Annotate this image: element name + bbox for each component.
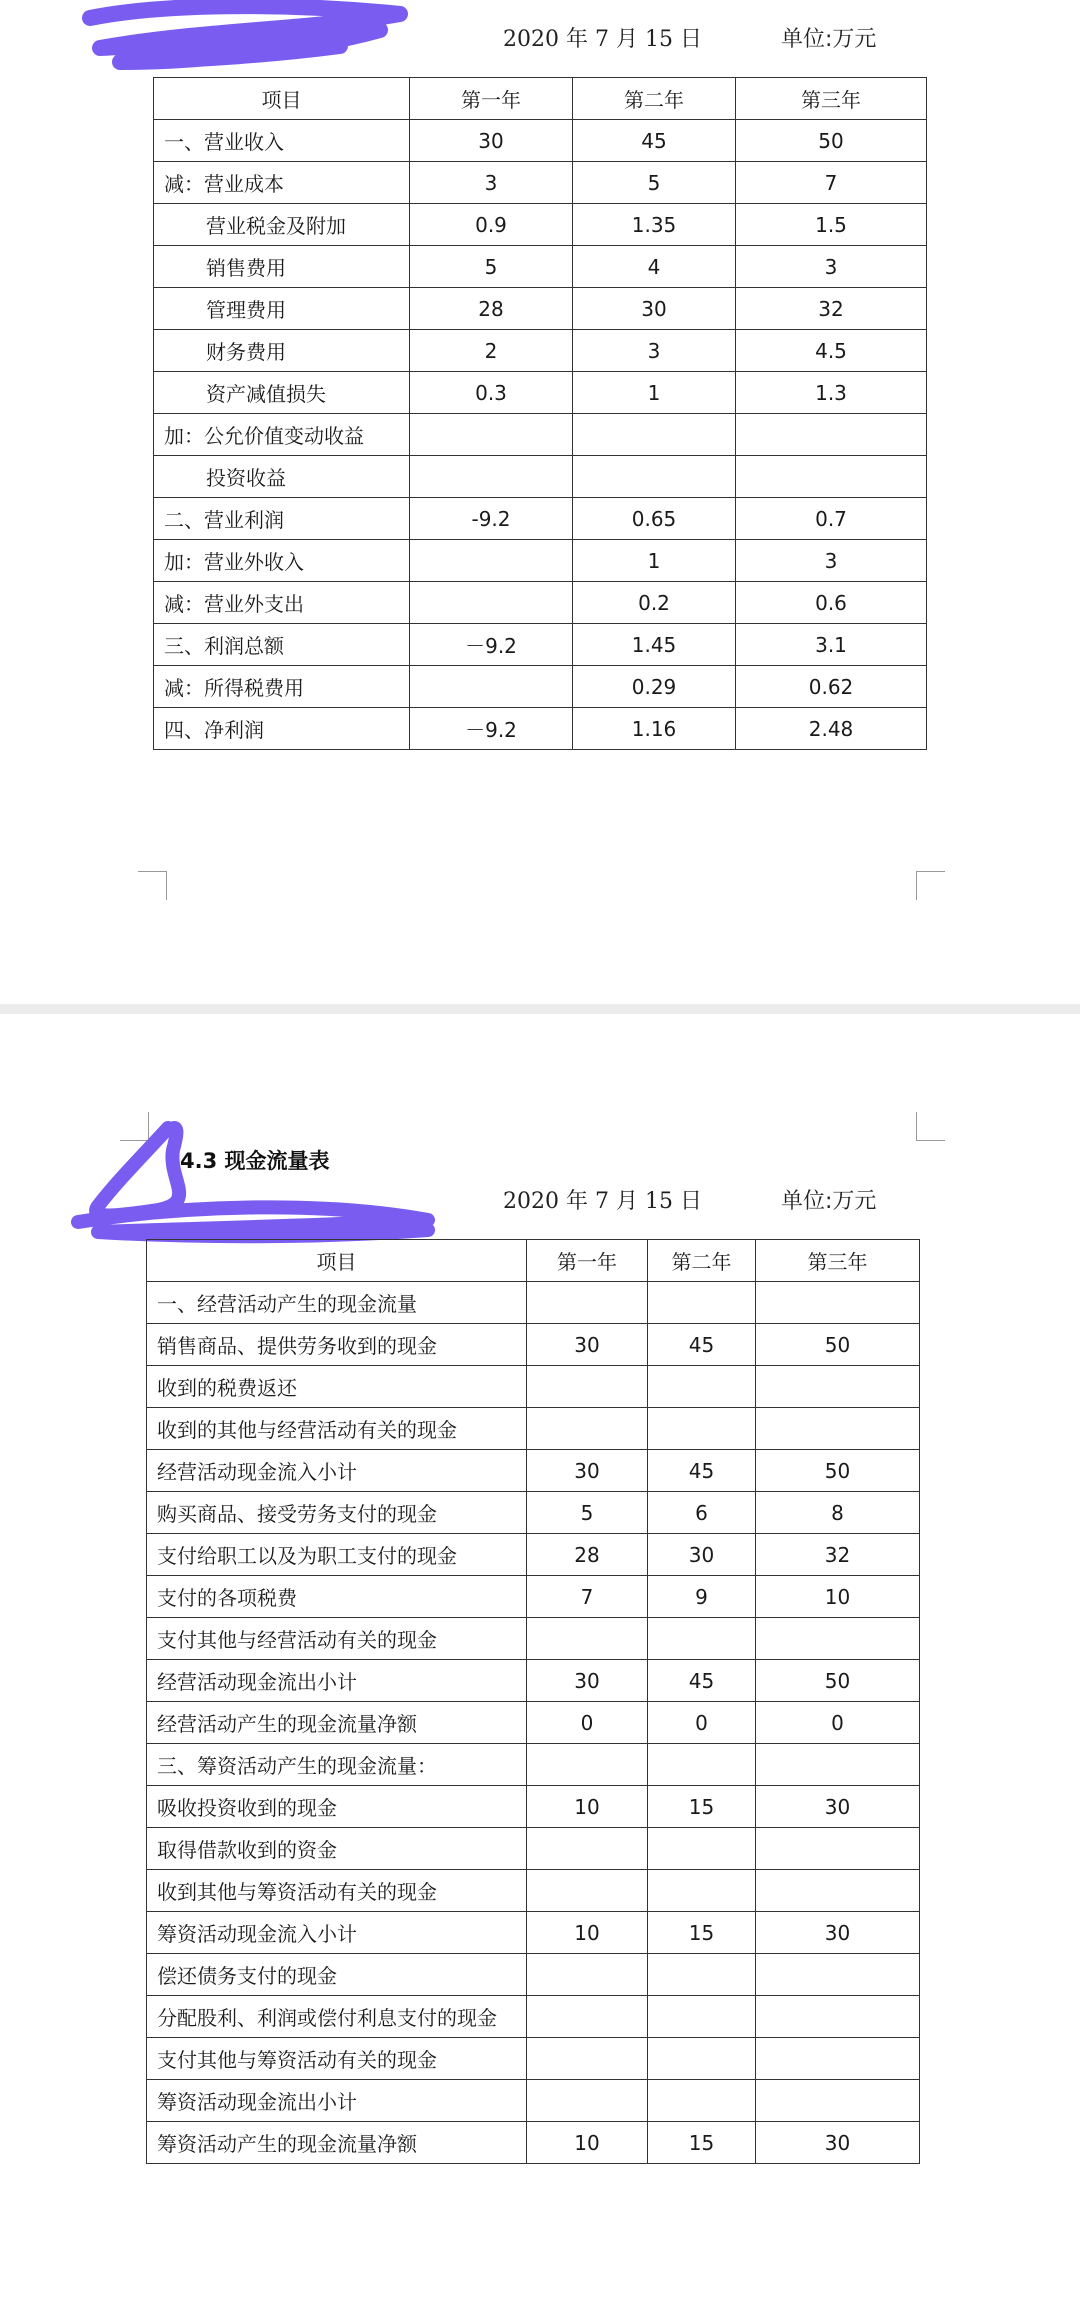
year3-value: 32 (756, 1534, 920, 1576)
table-row (147, 1534, 920, 1576)
redaction-scribble (80, 0, 420, 80)
year2-value (648, 1282, 756, 1324)
row-label: 偿还债务支付的现金 (147, 1954, 527, 1996)
year2-value: 9 (648, 1576, 756, 1618)
year3-value: 50 (756, 1324, 920, 1366)
year2-value (648, 1366, 756, 1408)
year3-value: 1.3 (736, 372, 927, 414)
year2-value: 0 (648, 1702, 756, 1744)
year1-value: 0.9 (410, 204, 573, 246)
page-corner-mark (120, 1112, 149, 1141)
year3-value: 2.48 (736, 708, 927, 750)
page-corner-mark (138, 871, 167, 900)
row-label: 经营活动现金流出小计 (147, 1660, 527, 1702)
page-gap (0, 1004, 1080, 1014)
table-row (147, 1660, 920, 1702)
row-label: 支付的各项税费 (147, 1576, 527, 1618)
year1-value: －9.2 (410, 708, 573, 750)
table-header-cell: 项目 (154, 78, 410, 120)
year2-value: 3 (573, 330, 736, 372)
year3-value (756, 1282, 920, 1324)
year3-value (756, 1408, 920, 1450)
table-row (154, 204, 927, 246)
year1-value (527, 1408, 648, 1450)
row-label: 经营活动产生的现金流量净额 (147, 1702, 527, 1744)
income-date: 2020 年 7 月 15 日 (503, 27, 702, 52)
cashflow-unit: 单位:万元 (781, 1189, 877, 1214)
year1-value (527, 1744, 648, 1786)
year2-value: 45 (573, 120, 736, 162)
row-label: 销售费用 (154, 246, 410, 288)
table-header-cell: 第二年 (573, 78, 736, 120)
year2-value (648, 1828, 756, 1870)
table-row (147, 1870, 920, 1912)
year3-value: 3 (736, 540, 927, 582)
table-row (147, 1576, 920, 1618)
year3-value: 50 (736, 120, 927, 162)
income-statement-table (153, 77, 927, 750)
row-label: 经营活动现金流入小计 (147, 1450, 527, 1492)
row-label: 减：所得税费用 (154, 666, 410, 708)
year3-value: 0.7 (736, 498, 927, 540)
year2-value: 15 (648, 1912, 756, 1954)
table-row (147, 1408, 920, 1450)
cash-flow-table (146, 1239, 920, 2164)
year3-value (756, 1744, 920, 1786)
year2-value: 15 (648, 1786, 756, 1828)
table-row (147, 1702, 920, 1744)
table-row (147, 1324, 920, 1366)
year1-value: 5 (410, 246, 573, 288)
year3-value: 1.5 (736, 204, 927, 246)
year2-value (648, 2080, 756, 2122)
year2-value: 0.65 (573, 498, 736, 540)
row-label: 收到的税费返还 (147, 1366, 527, 1408)
year1-value (410, 666, 573, 708)
row-label: 财务费用 (154, 330, 410, 372)
year2-value: 0.29 (573, 666, 736, 708)
year2-value: 6 (648, 1492, 756, 1534)
year1-value: －9.2 (410, 624, 573, 666)
table-row (154, 246, 927, 288)
year3-value: 8 (756, 1492, 920, 1534)
year2-value (648, 1870, 756, 1912)
year3-value: 30 (756, 2122, 920, 2164)
table-row (154, 372, 927, 414)
year1-value (527, 1996, 648, 2038)
year2-value: 1 (573, 540, 736, 582)
table-row (154, 330, 927, 372)
year3-value (756, 2080, 920, 2122)
year3-value: 30 (756, 1786, 920, 1828)
year3-value (756, 2038, 920, 2080)
row-label: 支付给职工以及为职工支付的现金 (147, 1534, 527, 1576)
year1-value (410, 456, 573, 498)
row-label: 加：营业外收入 (154, 540, 410, 582)
section-title: .4.3 现金流量表 (172, 1149, 330, 1173)
row-label: 支付其他与经营活动有关的现金 (147, 1618, 527, 1660)
year1-value: 30 (527, 1324, 648, 1366)
year2-value: 30 (648, 1534, 756, 1576)
year3-value (756, 1870, 920, 1912)
table-row (154, 120, 927, 162)
year2-value: 30 (573, 288, 736, 330)
year3-value: 0 (756, 1702, 920, 1744)
year1-value (527, 2080, 648, 2122)
row-label: 筹资活动现金流入小计 (147, 1912, 527, 1954)
year3-value: 0.6 (736, 582, 927, 624)
table-row (154, 708, 927, 750)
year2-value: 0.2 (573, 582, 736, 624)
year2-value: 5 (573, 162, 736, 204)
document-page-1 (0, 0, 1080, 1004)
table-row (154, 414, 927, 456)
year3-value: 50 (756, 1450, 920, 1492)
row-label: 四、净利润 (154, 708, 410, 750)
year1-value: 30 (527, 1660, 648, 1702)
table-row (147, 1366, 920, 1408)
row-label: 吸收投资收到的现金 (147, 1786, 527, 1828)
year1-value (527, 1282, 648, 1324)
year2-value (648, 1408, 756, 1450)
document-page-2 (0, 1014, 1080, 2306)
year1-value (527, 1366, 648, 1408)
row-label: 筹资活动产生的现金流量净额 (147, 2122, 527, 2164)
cashflow-date: 2020 年 7 月 15 日 (503, 1189, 702, 1214)
year2-value: 4 (573, 246, 736, 288)
table-row (154, 540, 927, 582)
year3-value: 4.5 (736, 330, 927, 372)
year3-value: 3 (736, 246, 927, 288)
redaction-scribble (58, 1110, 448, 1260)
year2-value (648, 1954, 756, 1996)
year3-value: 50 (756, 1660, 920, 1702)
year1-value: -9.2 (410, 498, 573, 540)
year1-value: 30 (527, 1450, 648, 1492)
row-label: 二、营业利润 (154, 498, 410, 540)
year3-value: 10 (756, 1576, 920, 1618)
table-row (147, 1954, 920, 1996)
year2-value: 1.16 (573, 708, 736, 750)
year1-value (527, 1954, 648, 1996)
table-header-cell: 项目 (147, 1240, 527, 1282)
table-row (147, 2038, 920, 2080)
year1-value: 28 (410, 288, 573, 330)
year2-value: 45 (648, 1450, 756, 1492)
year3-value: 32 (736, 288, 927, 330)
year2-value: 45 (648, 1660, 756, 1702)
table-row (147, 1912, 920, 1954)
row-label: 取得借款收到的资金 (147, 1828, 527, 1870)
year1-value: 10 (527, 2122, 648, 2164)
year1-value (527, 1870, 648, 1912)
table-row (154, 666, 927, 708)
row-label: 收到的其他与经营活动有关的现金 (147, 1408, 527, 1450)
row-label: 资产减值损失 (154, 372, 410, 414)
year2-value: 1.35 (573, 204, 736, 246)
year2-value: 45 (648, 1324, 756, 1366)
table-row (147, 1744, 920, 1786)
row-label: 三、利润总额 (154, 624, 410, 666)
year1-value: 0.3 (410, 372, 573, 414)
year1-value (527, 1828, 648, 1870)
year3-value: 7 (736, 162, 927, 204)
year2-value: 1.45 (573, 624, 736, 666)
page-corner-mark (916, 871, 945, 900)
year3-value (756, 1618, 920, 1660)
year1-value: 28 (527, 1534, 648, 1576)
year1-value: 10 (527, 1786, 648, 1828)
row-label: 投资收益 (154, 456, 410, 498)
row-label: 三、筹资活动产生的现金流量： (147, 1744, 527, 1786)
year2-value (648, 1996, 756, 2038)
year1-value: 0 (527, 1702, 648, 1744)
year1-value (527, 1618, 648, 1660)
table-row (154, 624, 927, 666)
year2-value (573, 414, 736, 456)
row-label: 购买商品、接受劳务支付的现金 (147, 1492, 527, 1534)
table-row (154, 288, 927, 330)
year1-value: 3 (410, 162, 573, 204)
year1-value: 30 (410, 120, 573, 162)
table-header-row (154, 78, 927, 120)
row-label: 一、营业收入 (154, 120, 410, 162)
year3-value (756, 1996, 920, 2038)
table-row (147, 1450, 920, 1492)
table-row (154, 162, 927, 204)
row-label: 分配股利、利润或偿付利息支付的现金 (147, 1996, 527, 2038)
year2-value (648, 2038, 756, 2080)
year3-value (756, 1828, 920, 1870)
year1-value (410, 540, 573, 582)
row-label: 一、经营活动产生的现金流量 (147, 1282, 527, 1324)
row-label: 管理费用 (154, 288, 410, 330)
year1-value: 5 (527, 1492, 648, 1534)
year1-value (410, 414, 573, 456)
table-row (147, 2080, 920, 2122)
page-corner-mark (916, 1112, 945, 1141)
row-label: 减：营业成本 (154, 162, 410, 204)
table-header-cell: 第三年 (756, 1240, 920, 1282)
row-label: 加：公允价值变动收益 (154, 414, 410, 456)
table-row (147, 1828, 920, 1870)
table-row (154, 582, 927, 624)
year1-value: 2 (410, 330, 573, 372)
year3-value (756, 1954, 920, 1996)
table-row (147, 1996, 920, 2038)
year2-value (573, 456, 736, 498)
year3-value: 0.62 (736, 666, 927, 708)
table-row (154, 456, 927, 498)
income-unit: 单位:万元 (781, 27, 877, 52)
year3-value (736, 456, 927, 498)
table-row (147, 2122, 920, 2164)
year1-value: 10 (527, 1912, 648, 1954)
table-row (147, 1282, 920, 1324)
row-label: 支付其他与筹资活动有关的现金 (147, 2038, 527, 2080)
row-label: 减：营业外支出 (154, 582, 410, 624)
row-label: 营业税金及附加 (154, 204, 410, 246)
year2-value (648, 1618, 756, 1660)
year2-value (648, 1744, 756, 1786)
table-header-cell: 第一年 (527, 1240, 648, 1282)
year3-value: 3.1 (736, 624, 927, 666)
table-header-cell: 第一年 (410, 78, 573, 120)
year2-value: 1 (573, 372, 736, 414)
year3-value: 30 (756, 1912, 920, 1954)
year3-value (756, 1366, 920, 1408)
year3-value (736, 414, 927, 456)
row-label: 筹资活动现金流出小计 (147, 2080, 527, 2122)
year2-value: 15 (648, 2122, 756, 2164)
table-row (147, 1492, 920, 1534)
table-header-row (147, 1240, 920, 1282)
year1-value (527, 2038, 648, 2080)
table-row (154, 498, 927, 540)
table-row (147, 1618, 920, 1660)
row-label: 销售商品、提供劳务收到的现金 (147, 1324, 527, 1366)
table-header-cell: 第三年 (736, 78, 927, 120)
table-row (147, 1786, 920, 1828)
table-header-cell: 第二年 (648, 1240, 756, 1282)
year1-value: 7 (527, 1576, 648, 1618)
year1-value (410, 582, 573, 624)
row-label: 收到其他与筹资活动有关的现金 (147, 1870, 527, 1912)
